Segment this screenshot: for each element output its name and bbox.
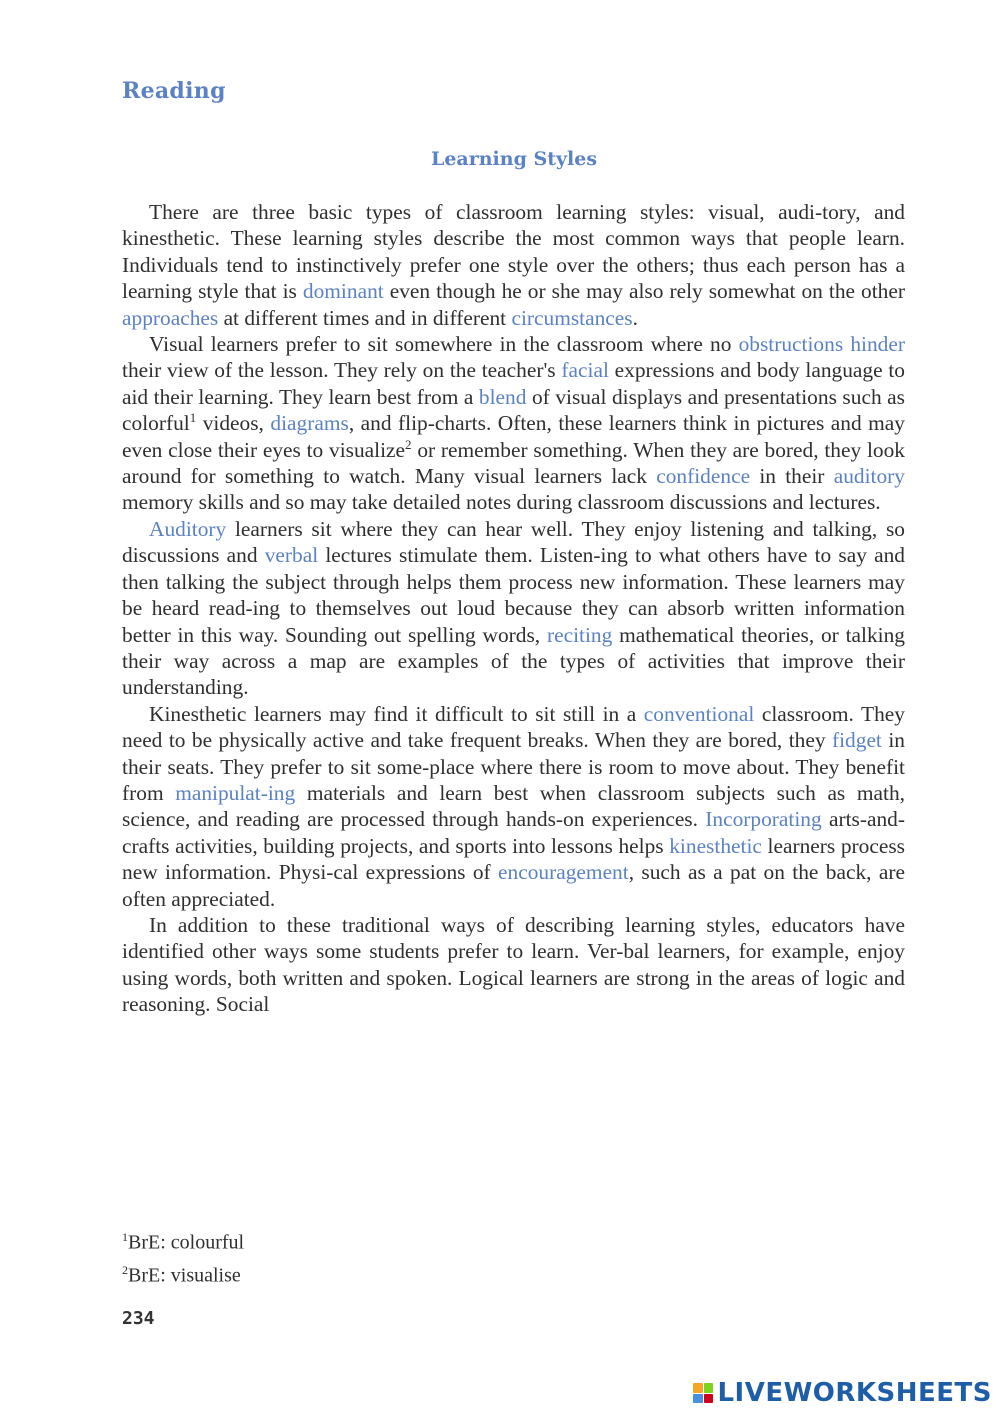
paragraph-text: in their seats. They prefer to sit some-place where there is room to move about. They benefit from: [122, 728, 905, 805]
vocabulary-word: Incorporating: [705, 807, 822, 832]
paragraph-text: memory skills and so may take detailed notes during classroom discussions and lectures.: [122, 490, 881, 515]
logo-tile: [693, 1394, 703, 1404]
paragraph-text: expressions and body language to aid their learning. They learn best from a: [122, 358, 905, 409]
logo-tile: [693, 1383, 703, 1393]
footnote: [122, 1224, 244, 1257]
vocabulary-word: fidget: [831, 728, 882, 753]
vocabulary-word: verbal: [264, 543, 319, 568]
footnote-reference: 1: [189, 410, 197, 426]
paragraph-text: classroom. They need to be physically active and take frequent breaks. When they are bored, they: [122, 701, 906, 753]
vocabulary-word: hinder: [850, 332, 905, 357]
footnote-marker: 2: [122, 1262, 128, 1277]
paragraph: [122, 199, 905, 331]
paragraph-text: of visual displays and presentations such as colorful: [122, 384, 905, 436]
paragraph-text: There are three basic types of classroom learning styles: visual, audi-tory, and kinesthetic. These learning styles describe the most common ways that people learn. Individuals tend to instinctively prefer one style over the others; thus each person has a learning style that is: [122, 200, 905, 304]
vocabulary-word: dominant: [302, 279, 384, 304]
paragraph-text: .: [632, 305, 638, 330]
vocabulary-word: facial: [561, 358, 609, 383]
paragraph-text: mathematical theories, or talking their way across a map are examples of the types of activities that improve their understanding.: [122, 622, 905, 700]
paragraph-text: at different times and in different: [218, 305, 512, 330]
vocabulary-word: circumstances: [511, 305, 633, 330]
paragraph-text: even though he or she may also rely somewhat on the other: [383, 279, 905, 304]
section-label: Reading: [122, 78, 226, 104]
vocabulary-word: manipulat-ing: [175, 780, 296, 805]
footnote: [122, 1257, 244, 1290]
paragraph-text: learners sit where they can hear well. They enjoy listening and talking, so discussions and: [122, 516, 905, 568]
paragraph-text: videos,: [196, 411, 271, 436]
paragraph: [122, 516, 905, 701]
article-body: [122, 199, 905, 1018]
footnote-text: BrE: colourful: [128, 1231, 245, 1254]
vocabulary-word: obstructions: [738, 332, 844, 357]
vocabulary-word: Auditory: [149, 516, 227, 541]
paragraph: [122, 331, 905, 516]
vocabulary-word: confidence: [656, 464, 751, 489]
footnotes: [122, 1224, 244, 1289]
paragraph-text: in their: [750, 464, 834, 489]
watermark-text: LIVEWORKSHEETS: [717, 1378, 992, 1408]
paragraph-text: Kinesthetic learners may find it difficult to sit still in a: [149, 701, 644, 726]
paragraph-text: learners process new information. Physi-cal expressions of: [122, 833, 905, 885]
paragraph-text: their view of the lesson. They rely on the teacher's: [122, 358, 562, 383]
article-title: Learning Styles: [430, 148, 598, 170]
paragraph-text: Visual learners prefer to sit somewhere in the classroom where no: [149, 332, 739, 357]
paragraph-text: , such as a pat on the back, are often appreciated.: [122, 860, 905, 911]
liveworksheets-logo-icon: [693, 1383, 713, 1403]
logo-tile: [704, 1383, 714, 1393]
page-number: 234: [122, 1308, 155, 1329]
vocabulary-word: blend: [478, 384, 527, 409]
footnote-marker: 1: [122, 1230, 128, 1244]
footnote-reference: 2: [405, 436, 412, 452]
vocabulary-word: reciting: [546, 622, 613, 647]
vocabulary-word: kinesthetic: [669, 833, 762, 858]
vocabulary-word: encouragement: [498, 860, 629, 885]
vocabulary-word: conventional: [643, 701, 755, 726]
vocabulary-word: approaches: [122, 305, 219, 330]
paragraph-text: In addition to these traditional ways of describing learning styles, educators have identified other ways some students prefer to learn. Ver-bal learners, for example, enjoy using words, both written and spoken. Logical learners are strong in the areas of logic and reasoning. Social: [122, 912, 905, 1017]
paragraph-text: lectures stimulate them. Listen-ing to what others have to say and then talking the subject through helps them process new information. These learners may be heard read-ing to themselves out loud because they can absorb written information better in this way. Sounding out spelling words,: [122, 543, 905, 647]
paragraph: [122, 701, 905, 912]
paragraph: [122, 912, 905, 1018]
logo-tile: [704, 1394, 714, 1404]
paragraph-text: materials and learn best when classroom subjects such as math, science, and reading are processed through hands-on experiences.: [122, 780, 905, 832]
paragraph-text: or remember something. When they are bored, they look around for something to watch. Many visual learners lack: [122, 437, 905, 489]
paragraph-text: , and flip-charts. Often, these learners think in pictures and may even close their eyes to visualize: [122, 411, 905, 462]
paragraph-text: arts-and-crafts activities, building projects, and sports into lessons helps: [122, 807, 905, 858]
vocabulary-word: diagrams: [270, 411, 349, 436]
footnote-text: BrE: visualise: [128, 1264, 241, 1287]
vocabulary-word: auditory: [833, 464, 905, 489]
liveworksheets-watermark: [693, 1380, 992, 1406]
